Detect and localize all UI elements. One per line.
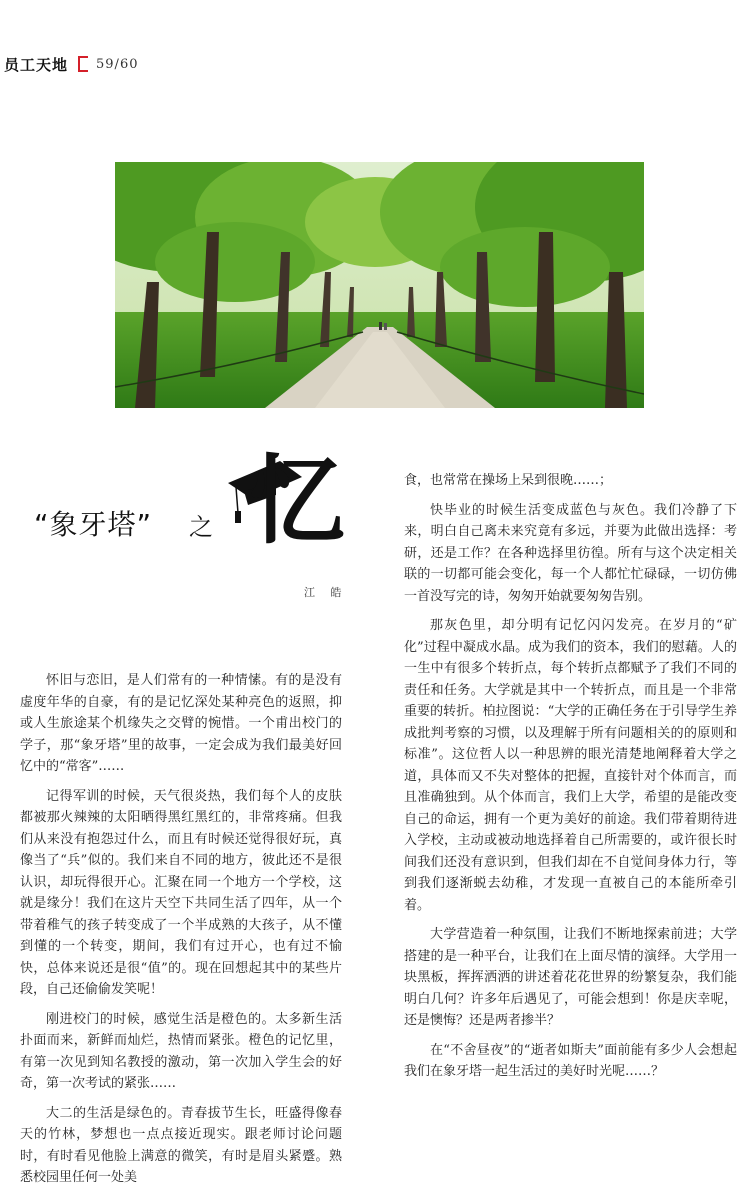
tree-lined-path-illustration: [115, 162, 644, 408]
section-title: 员工天地: [4, 55, 69, 74]
paragraph-continuation: 食，也常常在操场上呆到很晚……；: [404, 473, 613, 488]
article-title: [34, 445, 364, 605]
tree-lined-path-photo: [115, 162, 644, 408]
article-column-left: [20, 670, 342, 1197]
paragraph: 大二的生活是绿色的。青春拔节生长，旺盛得像春天的竹林，梦想也一点点接近现实。跟老师讨论问题时，有时看见他脸上满意的微笑，有时是眉头紧蹙。熟悉校园里任何一处美: [20, 1105, 342, 1185]
paragraph: 在“不舍昼夜”的“逝者如斯夫”面前能有多少人会想起我们在象牙塔一起生活过的美好时光呢……？: [404, 1042, 737, 1079]
paragraph: 刚进校门的时候，感觉生活是橙色的。太多新生活扑面而来，新鲜而灿烂，热情而紧张。橙色的记忆里，有第一次见到知名教授的激动，第一次加入学生会的好奇，第一次考试的紧张……: [20, 1011, 342, 1091]
title-yi: 忆: [249, 445, 345, 557]
paragraph: 记得军训的时候，天气很炎热，我们每个人的皮肤都被那火辣辣的太阳晒得黑红黑红的，非常疼痛。但我们从来没有抱怨过什么，而且有时候还觉得很好玩，真像当了“兵”似的。我们来自不同的地方，彼此还不是很认识，却玩得很开心。汇聚在同一个地方一个学校，这就是缘分！我们在这片天空下共同生活了四年，从一个带着稚气的孩子转变成了一个半成熟的大孩子，从不懂到懂的一个转变，期间，我们有过开心，也有过不愉快，总体来说还是很“值”的。现在回想起其中的某些片段，自己还偷偷发笑呢！: [20, 788, 342, 997]
paragraph: 怀旧与恋旧，是人们常有的一种情愫。有的是没有虚度年华的自豪，有的是记忆深处某种亮色的返照，抑或人生旅途某个机缘失之交臂的惋惜。一个甫出校门的学子，那“象牙塔”里的故事，一定会成为我们最美好回忆中的“常客”……: [20, 673, 342, 774]
title-ivory-tower: “象牙塔”: [34, 508, 153, 541]
title-zhi: 之: [189, 513, 213, 541]
page-header: [4, 52, 138, 76]
article-column-right: [404, 470, 737, 1091]
author-name: 江 皓: [304, 586, 348, 599]
paragraph: 快毕业的时候生活变成蓝色与灰色。我们冷静了下来，明白自己离未来究竟有多远，并要为此做出选择：考研，还是工作？在各种选择里彷徨。所有与这个决定相关联的一切都可能会变化，每一个人都忙忙碌碌，一切仿佛一首没写完的诗，匆匆开始就要匆匆告别。: [404, 502, 737, 604]
accent-bracket-icon: [78, 56, 88, 72]
page-number: 59/60: [96, 56, 139, 72]
paragraph: 那灰色里，却分明有记忆闪闪发亮。在岁月的“矿化”过程中凝成水晶。成为我们的资本，我们的慰藉。人的一生中有很多个转折点，每个转折点都赋予了我们不同的责任和任务。大学就是其中一个转折点，而且是一个非常重要的转折。柏拉图说：“大学的正确任务在于引导学生养成批判考察的习惯，以及理解于所有问题相关的的原则和标准”。这位哲人以一种思辨的眼光清楚地阐释着大学之道，具体而又不失对整体的把握，直接针对个体而言，而且准确独到。从个体而言，我们上大学，希望的是能改变自己的命运，拥有一个更为美好的前途。我们带着期待进入学校，主动或被动地选择着自己所需要的，或许很长时间我们还没有意识到，但我们却在不自觉间身体力行，等到我们逐渐蜕去幼稚，才发现一直被自己的本能所牵引着。: [404, 618, 737, 913]
paragraph: 大学营造着一种氛围，让我们不断地探索前进；大学搭建的是一种平台，让我们在上面尽情的演绎。大学用一块黑板，挥挥洒洒的讲述着花花世界的纷繁复杂，我们能明白几何？许多年后遇见了，可能会想到！你是庆幸呢，还是懊悔？还是两者掺半？: [404, 927, 737, 1028]
